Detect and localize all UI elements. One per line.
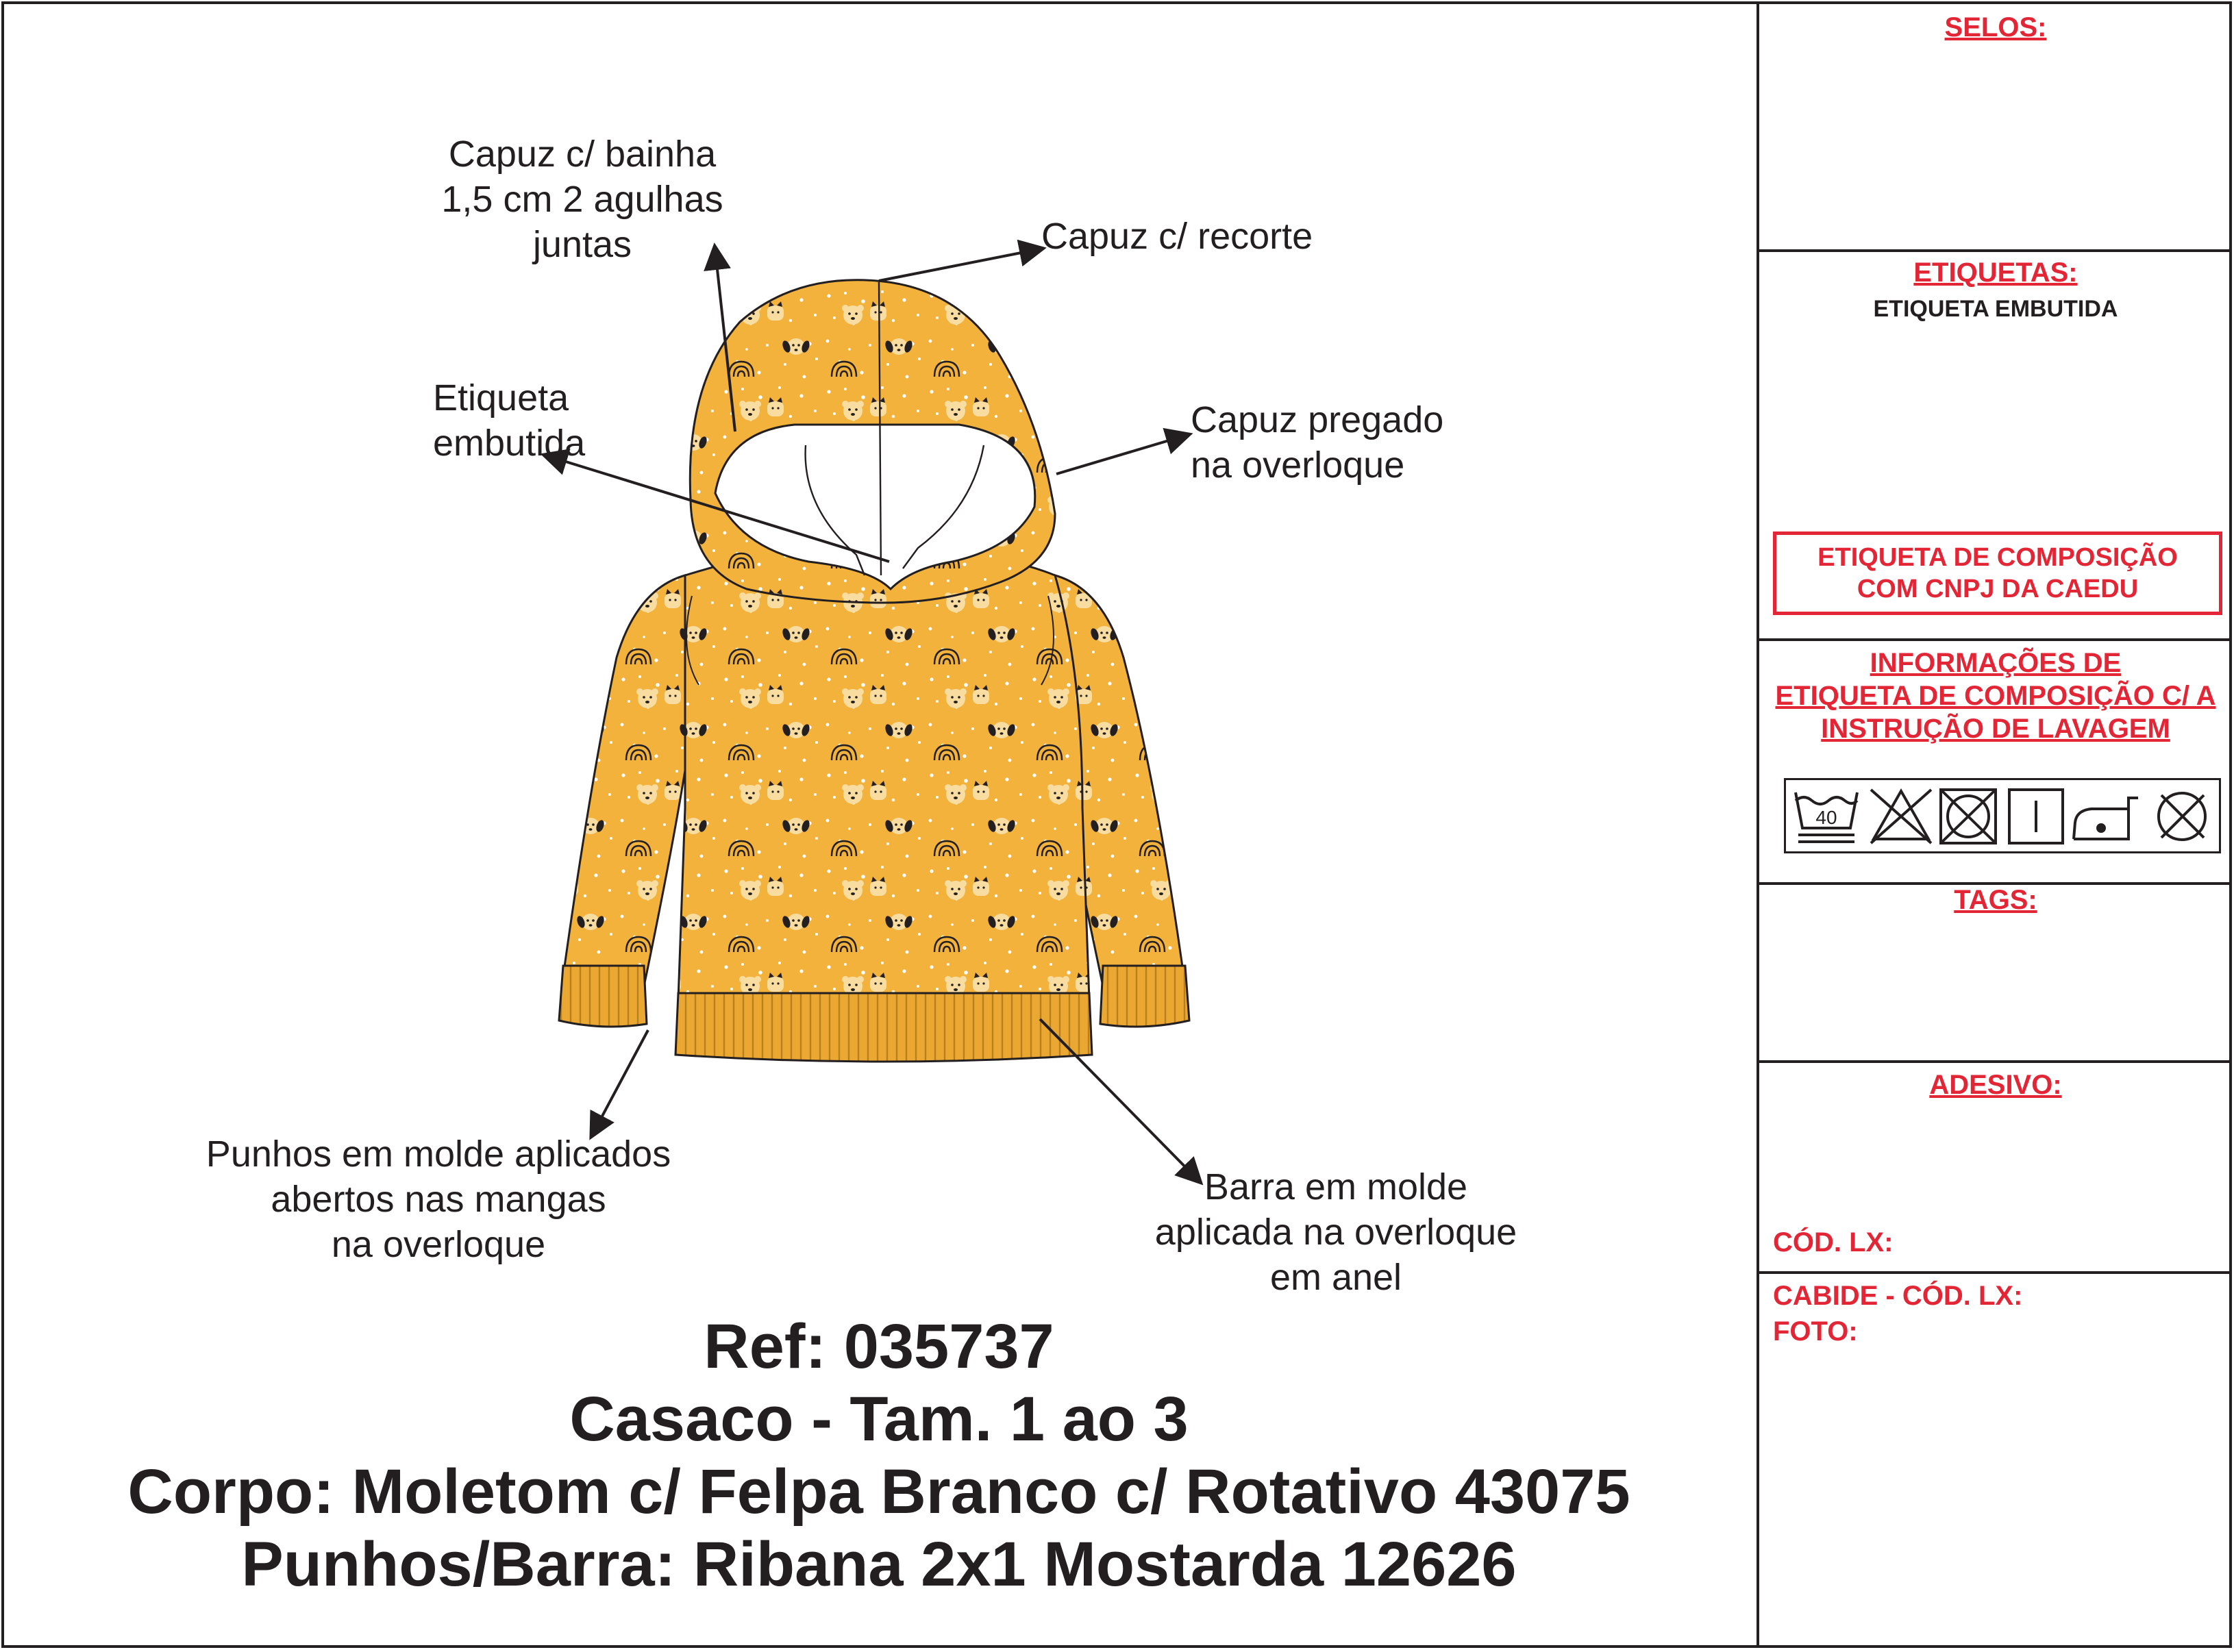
callout-hood-attached bbox=[1191, 397, 1443, 488]
callout-line: Capuz c/ recorte bbox=[1041, 216, 1313, 257]
hem-band bbox=[675, 993, 1092, 1062]
panel-divider bbox=[1759, 1060, 2232, 1063]
panel-divider bbox=[1759, 638, 2232, 641]
wash-40-icon bbox=[1796, 792, 1857, 842]
callout-line: embutida bbox=[433, 423, 586, 464]
callout-line: 1,5 cm 2 agulhas bbox=[441, 179, 723, 220]
product-body-fabric: Corpo: Moletom c/ Felpa Branco c/ Rotativo 43075 bbox=[127, 1457, 1630, 1527]
callout-line: abertos nas mangas bbox=[271, 1179, 606, 1220]
garment-body bbox=[678, 541, 1089, 1000]
composition-box-line: ETIQUETA DE COMPOSIÇÃO bbox=[1817, 543, 2178, 572]
callout-line: Capuz pregado bbox=[1191, 399, 1444, 440]
composition-box-line: COM CNPJ DA CAEDU bbox=[1857, 575, 2139, 603]
arrow-cuffs bbox=[593, 1030, 648, 1133]
labels-title: ETIQUETAS: bbox=[1913, 258, 2078, 288]
no-tumble-dry-icon bbox=[1941, 790, 1996, 843]
care-info-line: INSTRUÇÃO DE LAVAGEM bbox=[1821, 714, 2170, 744]
care-info-line: INFORMAÇÕES DE bbox=[1870, 648, 2122, 678]
panel-divider bbox=[1759, 1271, 2232, 1274]
product-trim-fabric: Punhos/Barra: Ribana 2x1 Mostarda 12626 bbox=[241, 1529, 1517, 1599]
product-ref: Ref: 035737 bbox=[704, 1312, 1054, 1381]
callout-hood-hem bbox=[425, 132, 740, 267]
arrow-hood-attached bbox=[1056, 436, 1185, 474]
callout-line: na overloque bbox=[331, 1224, 546, 1265]
callout-line: aplicada na overloque bbox=[1154, 1212, 1517, 1253]
iron-low-icon bbox=[2074, 798, 2138, 839]
callout-line: juntas bbox=[532, 224, 632, 265]
panel-divider bbox=[1759, 249, 2232, 252]
left-sleeve bbox=[562, 575, 692, 986]
composition-label-box bbox=[1773, 531, 2222, 615]
no-bleach-icon bbox=[1871, 790, 1931, 843]
product-name: Casaco - Tam. 1 ao 3 bbox=[569, 1384, 1189, 1454]
care-symbols-strip bbox=[1784, 778, 2221, 853]
line-dry-icon bbox=[2009, 790, 2063, 843]
callout-line: Etiqueta bbox=[433, 377, 569, 418]
sticker-title: ADESIVO: bbox=[1929, 1070, 2062, 1100]
left-cuff bbox=[559, 966, 647, 1027]
right-cuff bbox=[1100, 966, 1189, 1027]
tags-title: TAGS: bbox=[1954, 885, 2037, 915]
callout-line: Capuz c/ bainha bbox=[448, 134, 717, 175]
callout-cuffs bbox=[158, 1131, 719, 1267]
callout-hood-cut bbox=[1041, 214, 1313, 259]
wash-temp-label: 40 bbox=[1815, 807, 1837, 828]
callout-label bbox=[433, 375, 585, 466]
photo-label: FOTO: bbox=[1773, 1316, 1858, 1347]
no-dry-clean-icon bbox=[2159, 793, 2205, 840]
care-info-line: ETIQUETA DE COMPOSIÇÃO C/ A bbox=[1775, 681, 2216, 711]
seals-title: SELOS: bbox=[1944, 12, 2047, 42]
callout-line: Barra em molde bbox=[1204, 1166, 1468, 1207]
arrow-hem-band bbox=[1040, 1019, 1197, 1179]
hanger-cod-label: CABIDE - CÓD. LX: bbox=[1773, 1281, 2023, 1311]
arrow-hood-cut bbox=[879, 249, 1039, 281]
cod-lx-label: CÓD. LX: bbox=[1773, 1227, 1894, 1257]
callout-hem-band bbox=[1110, 1164, 1562, 1300]
callout-line: em anel bbox=[1269, 1257, 1402, 1298]
callout-line: na overloque bbox=[1191, 445, 1405, 486]
labels-value: ETIQUETA EMBUTIDA bbox=[1873, 296, 2118, 322]
callout-line: Punhos em molde aplicados bbox=[206, 1134, 671, 1175]
